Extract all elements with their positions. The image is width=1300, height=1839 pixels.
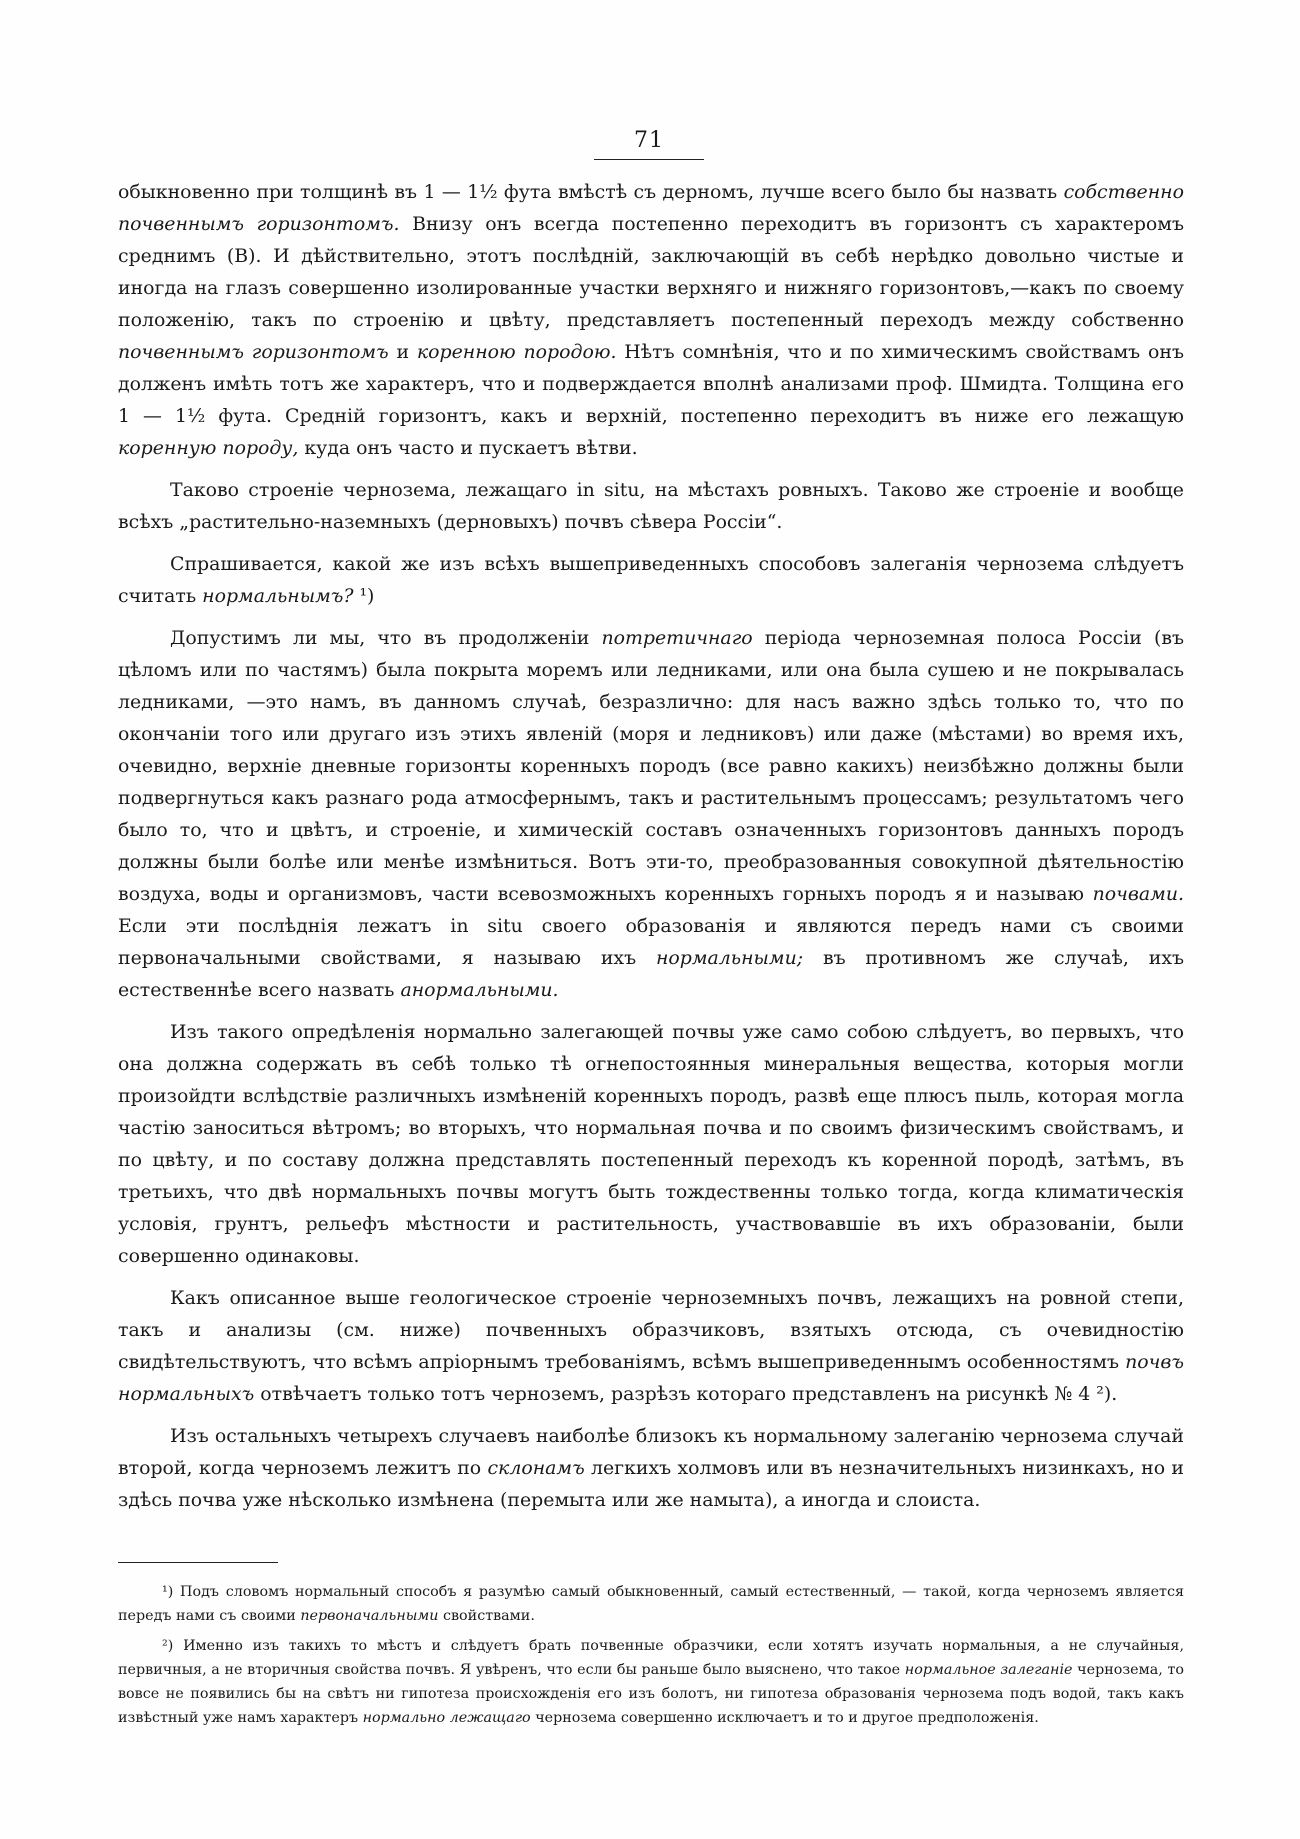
text-run: свойствами. xyxy=(438,1608,535,1624)
text-run: отвѣчаетъ только тотъ черноземъ, разрѣзъ котораго представленъ на рисункѣ № 4 ²). xyxy=(254,1383,1118,1405)
footnote xyxy=(118,1580,1184,1628)
text-run: Таково строеніе чернозема, лежащаго in situ, на мѣстахъ ровныхъ. Таково же строеніе и вообще всѣхъ „растительно-наземныхъ (дерновыхъ) почвъ сѣвера Россіи“. xyxy=(118,479,1184,533)
text-run: чернозема совершенно исключаетъ и то и другое предположенія. xyxy=(530,1710,1039,1726)
italic-text: склонамъ xyxy=(487,1457,585,1479)
italic-text: анормальными. xyxy=(400,979,559,1001)
text-run: Изъ такого опредѣленія нормально залегающей почвы уже само собою слѣдуетъ, во первыхъ, что она должна содержать въ себѣ только тѣ огнепостоянныя минеральныя вещества, которыя могли произойдти вслѣдствіе различныхъ измѣненій коренныхъ породъ, развѣ еще плюсъ пыль, которая могла частію заноситься вѣтромъ; во вторыхъ, что нормальная почва и по своимъ физическимъ свойствамъ, и по цвѣту, и по составу должна представлять постепенный переходъ къ коренной породѣ, затѣмъ, въ третьихъ, что двѣ нормальныхъ почвы могутъ быть тождественны только тогда, когда климатическія условія, грунтъ, рельефъ мѣстности и растительность, участвовавшіе въ ихъ образованіи, были совершенно одинаковы. xyxy=(118,1021,1184,1267)
paragraph xyxy=(118,176,1184,464)
footnotes xyxy=(118,1580,1184,1736)
body-text xyxy=(118,176,1184,1526)
paragraph xyxy=(118,1420,1184,1516)
text-run: Изъ остальныхъ четырехъ случаевъ наиболѣе близокъ къ нормальному залеганію чернозема случай второй, когда черноземъ лежитъ по xyxy=(118,1425,1184,1479)
italic-text: коренную породу, xyxy=(118,437,299,459)
text-run: Внизу онъ всегда постепенно переходитъ въ горизонтъ съ характеромъ среднимъ (B). И дѣйствительно, этотъ послѣдній, заключающій въ себѣ нерѣдко довольно чистые и иногда на глазъ совершенно изолированные участки верхняго и нижняго горизонтовъ,—какъ по своему положенію, такъ по строенію и цвѣту, представляетъ постепенный переходъ между собственно xyxy=(118,213,1185,331)
paragraph xyxy=(118,622,1184,1006)
italic-text: почвеннымъ горизонтомъ xyxy=(118,341,389,363)
text-run: Если эти послѣднія лежатъ in situ своего образованія и являются передъ нами съ своими первоначальными свойствами, я называю ихъ xyxy=(118,915,1184,969)
italic-text: нормально лежащаго xyxy=(362,1710,531,1726)
text-run: и xyxy=(388,341,417,363)
italic-text: первоначальными xyxy=(300,1608,439,1624)
paragraph xyxy=(118,1282,1184,1410)
text-run: легкихъ холмовъ или въ незначительныхъ низинкахъ, но и здѣсь почва уже нѣсколько измѣнена (перемыта или же намыта), а иногда и слоиста. xyxy=(118,1457,1184,1511)
italic-text: нормальными; xyxy=(655,947,804,969)
italic-text: нормальнымъ? xyxy=(202,585,354,607)
text-run: періода черноземная полоса Россіи (въ цѣломъ или по частямъ) была покрыта моремъ или ледниками, или она была сушею и не покрывалась ледниками, —это намъ, въ данномъ случаѣ, безразлично: для насъ важно здѣсь только то, что по окончаніи того или другаго изъ этихъ явленій (моря и ледниковъ) или даже (мѣстами) во время ихъ, очевидно, верхніе дневные горизонты коренныхъ породъ (все равно какихъ) неизбѣжно должны были подвергнуться какъ разнаго рода атмосфернымъ, такъ и растительнымъ процессамъ; результатомъ чего было то, что и цвѣтъ, и строеніе, и химическій составъ означенныхъ горизонтовъ данныхъ породъ должны были болѣе или менѣе измѣниться. Вотъ эти-то, преобразованныя совокупной дѣятельностію воздуха, воды и организмовъ, части всевозможныхъ коренныхъ горныхъ породъ я и называю xyxy=(118,627,1184,905)
text-run: Спрашивается, какой же изъ всѣхъ вышеприведенныхъ способовъ залеганія чернозема слѣдуетъ считать xyxy=(118,553,1184,607)
italic-text: почвами. xyxy=(1092,883,1184,905)
footnote-divider xyxy=(118,1562,278,1563)
text-run: ¹) Подъ словомъ нормальный способъ я разумѣю самый обыкновенный, самый естественный, — такой, когда черноземъ является передъ нами съ своими xyxy=(118,1584,1184,1624)
italic-text: нормальное залеганіе xyxy=(904,1662,1073,1678)
text-run: Допустимъ ли мы, что въ продолженіи xyxy=(170,627,602,649)
text-run: Какъ описанное выше геологическое строеніе черноземныхъ почвъ, лежащихъ на ровной степи, такъ и анализы (см. ниже) почвенныхъ образчиковъ, взятыхъ отсюда, съ очевидностію свидѣтельствуютъ, что всѣмъ апріорнымъ требованіямъ, всѣмъ вышеприведеннымъ особенностямъ xyxy=(118,1287,1184,1373)
text-run: Нѣтъ сомнѣнія, что и по химическимъ свойствамъ онъ долженъ имѣть тотъ же характеръ, что и подверждается вполнѣ анализами проф. Шмидта. Толщина его 1 — 1½ фута. Средній горизонтъ, какъ и верхній, постепенно переходитъ въ ниже его лежащую xyxy=(118,341,1184,427)
italic-text: коренною породою. xyxy=(416,341,617,363)
paragraph xyxy=(118,474,1184,538)
page-number: 71 xyxy=(594,128,704,160)
footnote xyxy=(118,1634,1184,1730)
text-run: обыкновенно при толщинѣ въ 1 — 1½ фута вмѣстѣ съ дерномъ, лучше всего было бы назвать xyxy=(118,181,1064,203)
text-run: въ противномъ же случаѣ, ихъ естественнѣе всего назвать xyxy=(118,947,1184,1001)
italic-text: почвъ нормальныхъ xyxy=(118,1351,1184,1405)
italic-text: потретичнаго xyxy=(601,627,753,649)
italic-text: собственно почвеннымъ горизонтомъ. xyxy=(118,181,1184,235)
text-run: чернозема, то вовсе не появились бы на свѣтъ ни гипотеза происхожденія его изъ болотъ, ни гипотеза образованія чернозема подъ водой, такъ какъ извѣстный уже намъ характеръ xyxy=(118,1662,1184,1726)
text-run: ²) Именно изъ такихъ то мѣстъ и слѣдуетъ брать почвенные образчики, если хотятъ изучать нормальныя, а не случайныя, первичныя, а не вторичныя свойства почвъ. Я увѣренъ, что если бы раньше было выяснено, что такое xyxy=(118,1638,1184,1678)
text-run: ¹) xyxy=(353,585,375,607)
paragraph xyxy=(118,548,1184,612)
paragraph xyxy=(118,1016,1184,1272)
text-run: куда онъ часто и пускаетъ вѣтви. xyxy=(298,437,638,459)
